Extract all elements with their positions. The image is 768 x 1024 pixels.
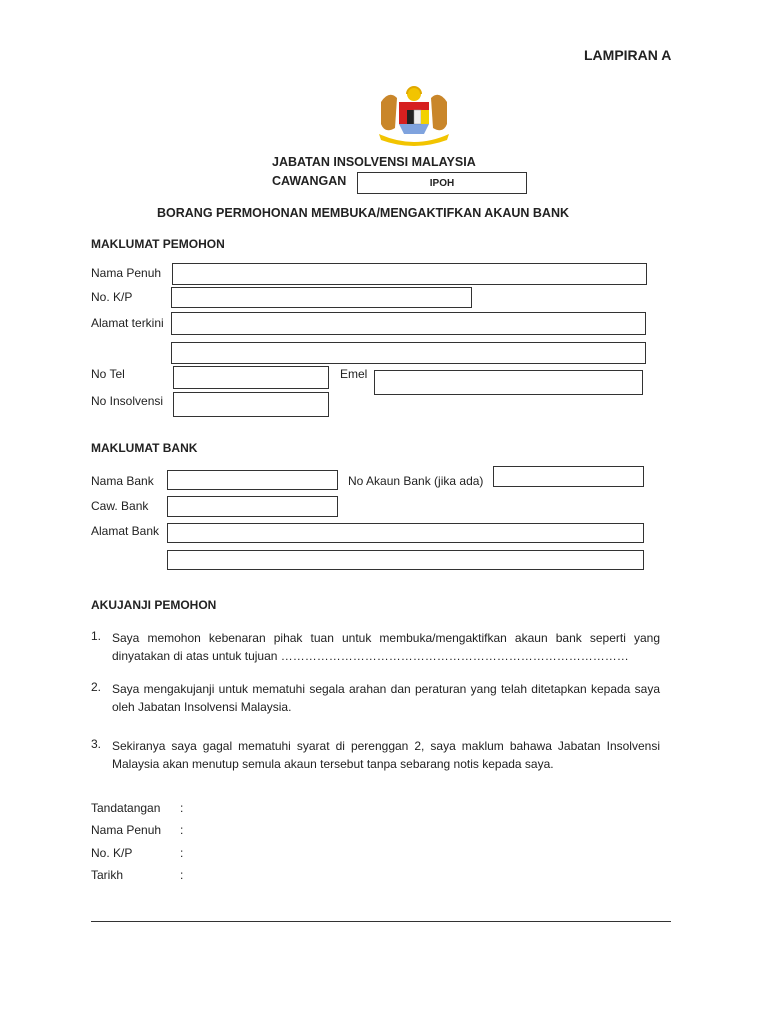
- address-field-line-2[interactable]: [171, 342, 646, 364]
- date-label: Tarikh: [91, 868, 124, 882]
- item-number: 2.: [91, 680, 102, 694]
- department-name: JABATAN INSOLVENSI MALAYSIA: [272, 155, 476, 169]
- branch-label: CAWANGAN: [272, 174, 347, 188]
- email-label: Emel: [340, 367, 368, 381]
- phone-label: No Tel: [91, 367, 125, 381]
- full-name-label: Nama Penuh: [91, 266, 162, 280]
- bank-branch-field[interactable]: [167, 496, 338, 517]
- bank-address-label: Alamat Bank: [91, 524, 160, 538]
- bank-address-field-line-2[interactable]: [167, 550, 644, 570]
- bank-name-field[interactable]: [167, 470, 338, 490]
- item-number: 1.: [91, 629, 102, 643]
- address-label: Alamat terkini: [91, 316, 164, 330]
- colon: :: [180, 801, 184, 815]
- colon: :: [180, 823, 184, 837]
- item-number: 3.: [91, 737, 102, 751]
- address-field-line-1[interactable]: [171, 312, 646, 335]
- sign-ic-no-label: No. K/P: [91, 846, 133, 860]
- bank-branch-label: Caw. Bank: [91, 499, 149, 513]
- undertaking-item-3: Sekiranya saya gagal mematuhi syarat di perenggan 2, saya maklum bahawa Jabatan Insolvensi Malaysia akan menutup semula akaun tersebut tanpa sebarang notis kepada saya.: [112, 739, 660, 771]
- sign-full-name-label: Nama Penuh: [91, 823, 162, 837]
- colon: :: [180, 868, 184, 882]
- account-no-label: No Akaun Bank (jika ada): [348, 474, 484, 488]
- colon: :: [180, 846, 184, 860]
- ic-no-field[interactable]: [171, 287, 472, 308]
- form-title: BORANG PERMOHONAN MEMBUKA/MENGAKTIFKAN AKAUN BANK: [157, 206, 570, 220]
- undertaking-item-2: Saya mengakujanji untuk mematuhi segala arahan dan peraturan yang telah ditetapkan kepada saya oleh Jabatan Insolvensi Malaysia.: [112, 682, 660, 714]
- undertaking-item-1: Saya memohon kebenaran pihak tuan untuk membuka/mengaktifkan akaun bank seperti yang dinyatakan di atas untuk tujuan ……………………………………………………………………………: [112, 631, 660, 663]
- bank-section-heading: MAKLUMAT BANK: [91, 441, 198, 455]
- branch-value: IPOH: [429, 178, 455, 189]
- bottom-divider: [91, 921, 671, 922]
- undertaking-heading: AKUJANJI PEMOHON: [91, 598, 217, 612]
- bank-name-label: Nama Bank: [91, 474, 154, 488]
- ic-no-label: No. K/P: [91, 290, 133, 304]
- bank-address-field-line-1[interactable]: [167, 523, 644, 543]
- signature-label: Tandatangan: [91, 801, 161, 815]
- insolvency-no-label: No Insolvensi: [91, 394, 164, 408]
- insolvency-no-field[interactable]: [173, 392, 329, 417]
- malaysia-crest-logo: [375, 82, 453, 148]
- email-field[interactable]: [374, 370, 643, 395]
- applicant-section-heading: MAKLUMAT PEMOHON: [91, 237, 225, 251]
- branch-field[interactable]: [357, 172, 527, 194]
- full-name-field[interactable]: [172, 263, 647, 285]
- phone-field[interactable]: [173, 366, 329, 389]
- account-no-field[interactable]: [493, 466, 644, 487]
- annex-label: LAMPIRAN A: [584, 47, 672, 63]
